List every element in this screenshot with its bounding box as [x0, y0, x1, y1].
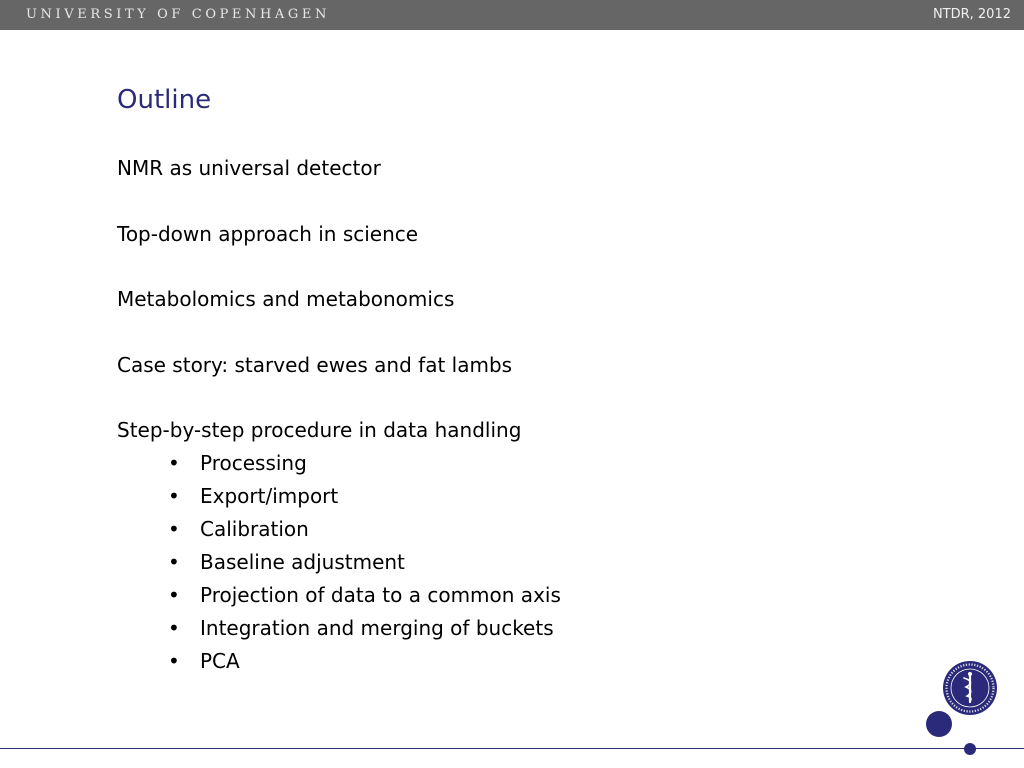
sub-item-label: Projection of data to a common axis [200, 583, 561, 607]
sub-item-label: Integration and merging of buckets [200, 616, 554, 640]
bullet-icon: • [168, 451, 180, 475]
outline-item: Case story: starved ewes and fat lambs [117, 353, 513, 377]
sub-item-label: Export/import [200, 484, 339, 508]
sub-item-label: Baseline adjustment [200, 550, 405, 574]
university-name: UNIVERSITY OF COPENHAGEN [26, 7, 330, 22]
decorative-dot-large [926, 711, 952, 737]
bullet-icon: • [168, 517, 180, 541]
header-bar [0, 0, 1024, 30]
slide-title: Outline [117, 85, 212, 115]
outline-item: NMR as universal detector [117, 156, 381, 180]
bullet-icon: • [168, 649, 180, 673]
outline-item: Step-by-step procedure in data handling [117, 418, 522, 442]
decorative-dot-small [964, 743, 976, 755]
sub-item-label: PCA [200, 649, 240, 673]
bullet-icon: • [168, 550, 180, 574]
bottom-divider [0, 748, 1024, 749]
sub-item-label: Calibration [200, 517, 309, 541]
sub-item-label: Processing [200, 451, 307, 475]
conference-label: NTDR, 2012 [932, 7, 1011, 22]
outline-item: Metabolomics and metabonomics [117, 287, 455, 311]
outline-item: Top-down approach in science [117, 222, 419, 246]
bullet-icon: • [168, 484, 180, 508]
bullet-icon: • [168, 616, 180, 640]
university-seal-logo [942, 660, 998, 716]
bullet-icon: • [168, 583, 180, 607]
